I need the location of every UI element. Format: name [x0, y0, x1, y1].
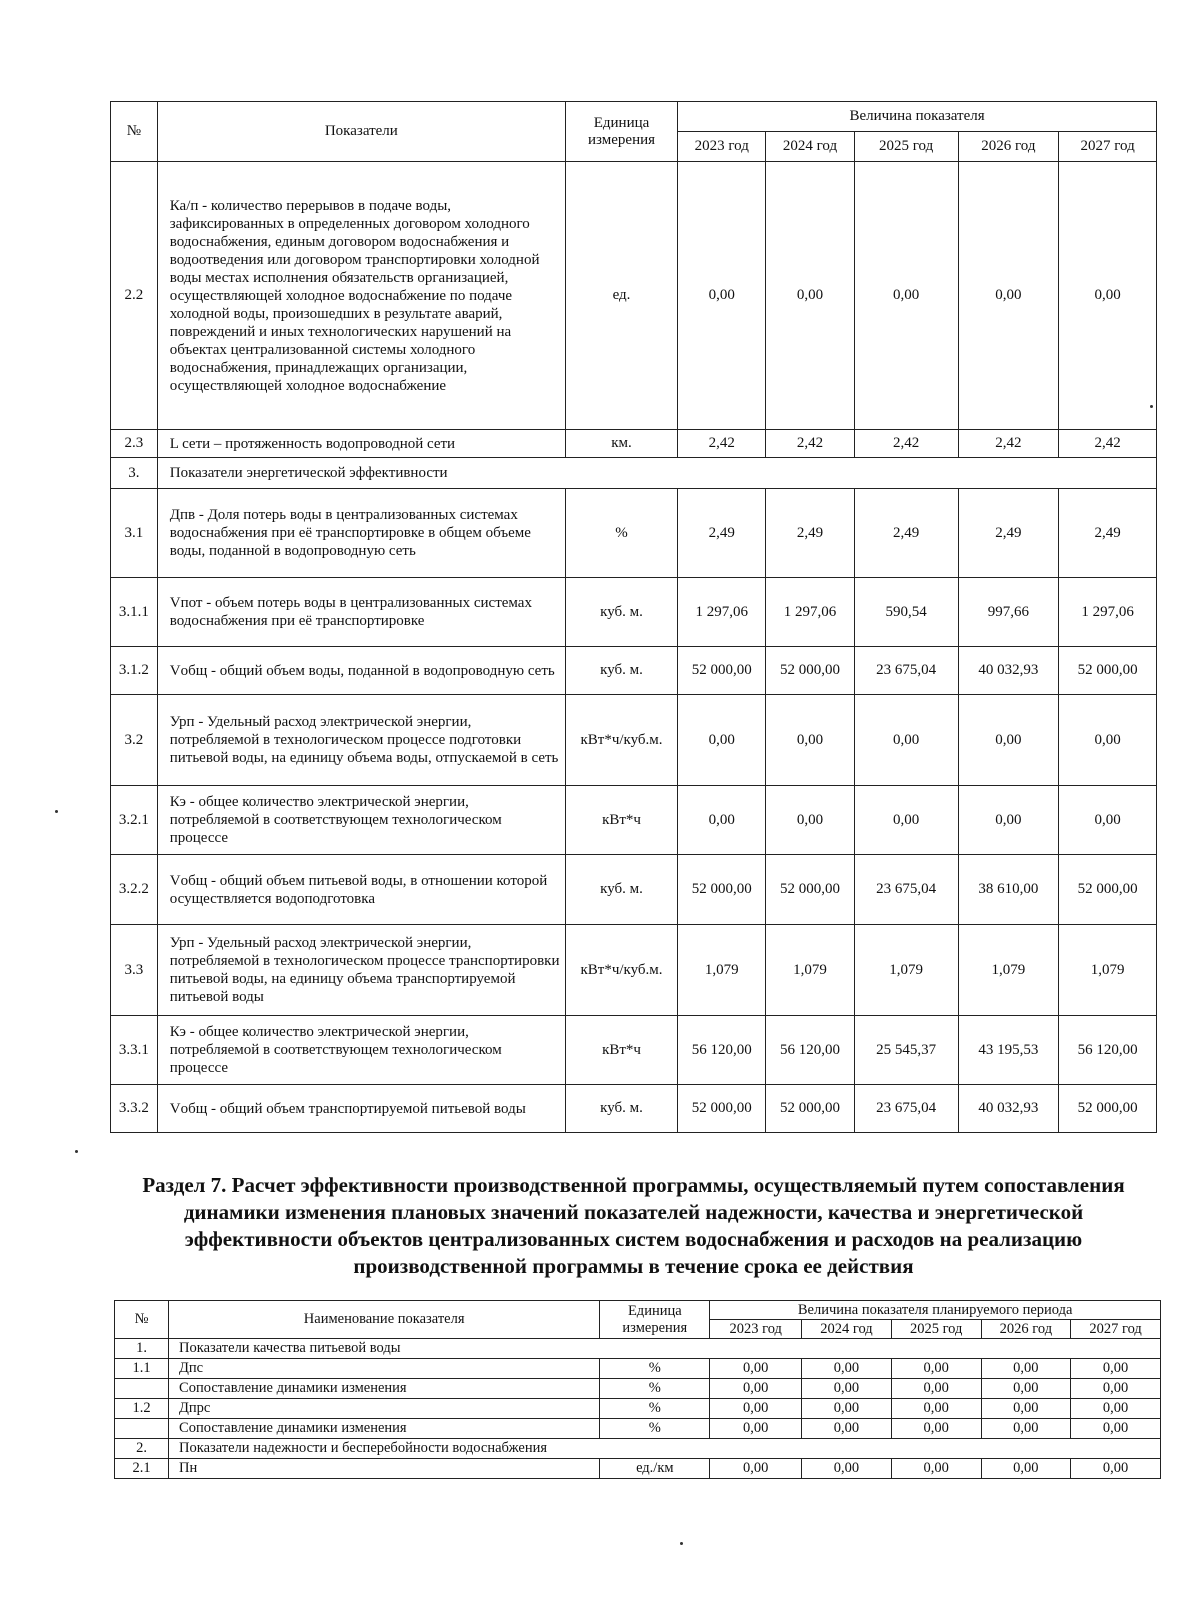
row-unit: ед./км [600, 1459, 710, 1479]
row-value: 0,00 [710, 1359, 802, 1379]
col-header-no: № [111, 102, 158, 162]
section-title-cell: Показатели качества питьевой воды [169, 1339, 1161, 1359]
row-value: 40 032,93 [958, 1085, 1059, 1133]
row-value: 52 000,00 [766, 647, 854, 695]
row-value: 2,49 [958, 489, 1059, 578]
row-value: 52 000,00 [678, 1085, 766, 1133]
row-indicator: Vпот - объем потерь воды в централизованных системах водоснабжения при её транспортировке [157, 578, 565, 647]
col-header-year: 2024 год [802, 1320, 892, 1339]
col-header-indicators: Показатели [157, 102, 565, 162]
row-value: 0,00 [958, 162, 1059, 430]
col-header-name: Наименование показателя [169, 1301, 600, 1339]
row-value: 2,42 [678, 430, 766, 458]
row-indicator: Дпрс [169, 1399, 600, 1419]
row-indicator: Vобщ - общий объем воды, поданной в водопроводную сеть [157, 647, 565, 695]
row-value: 997,66 [958, 578, 1059, 647]
row-value: 0,00 [1071, 1359, 1161, 1379]
row-unit: ед. [565, 162, 677, 430]
row-value: 43 195,53 [958, 1016, 1059, 1085]
row-value: 1,079 [854, 925, 958, 1016]
col-header-year: 2023 год [710, 1320, 802, 1339]
row-indicator: Дпс [169, 1359, 600, 1379]
table-row [111, 695, 1157, 786]
row-value: 0,00 [710, 1379, 802, 1399]
row-value: 0,00 [766, 786, 854, 855]
row-indicator: Кэ - общее количество электрической энергии, потребляемой в соответствующем технологическом процессе [157, 1016, 565, 1085]
row-value: 0,00 [891, 1379, 981, 1399]
row-value: 1,079 [1059, 925, 1157, 1016]
row-value: 0,00 [981, 1379, 1071, 1399]
row-value: 56 120,00 [1059, 1016, 1157, 1085]
row-value: 1 297,06 [766, 578, 854, 647]
row-value: 23 675,04 [854, 855, 958, 925]
row-unit: км. [565, 430, 677, 458]
row-value: 52 000,00 [766, 1085, 854, 1133]
row-value: 1,079 [678, 925, 766, 1016]
row-value: 56 120,00 [678, 1016, 766, 1085]
row-number: 3.1.1 [111, 578, 158, 647]
row-value: 2,49 [1059, 489, 1157, 578]
row-unit: % [600, 1359, 710, 1379]
row-unit: % [600, 1379, 710, 1399]
row-value: 25 545,37 [854, 1016, 958, 1085]
table-row [111, 1016, 1157, 1085]
section-row [115, 1439, 1161, 1459]
row-value: 0,00 [1059, 695, 1157, 786]
row-value: 0,00 [1071, 1399, 1161, 1419]
row-value: 0,00 [981, 1359, 1071, 1379]
row-indicator: Vобщ - общий объем транспортируемой питьевой воды [157, 1085, 565, 1133]
row-value: 0,00 [766, 695, 854, 786]
row-value: 2,42 [1059, 430, 1157, 458]
row-value: 0,00 [854, 695, 958, 786]
row-value: 0,00 [802, 1359, 892, 1379]
table-row [115, 1359, 1161, 1379]
row-indicator: L сети – протяженность водопроводной сети [157, 430, 565, 458]
col-header-year: 2023 год [678, 132, 766, 162]
row-number: 2.2 [111, 162, 158, 430]
row-value: 52 000,00 [1059, 1085, 1157, 1133]
table-row [115, 1379, 1161, 1399]
row-value: 0,00 [891, 1459, 981, 1479]
row-number: 3. [111, 458, 158, 489]
row-unit: куб. м. [565, 647, 677, 695]
row-number: 3.1.2 [111, 647, 158, 695]
row-indicator: Пн [169, 1459, 600, 1479]
col-header-value: Величина показателя планируемого периода [710, 1301, 1161, 1320]
row-number: 3.3.1 [111, 1016, 158, 1085]
row-value: 0,00 [678, 695, 766, 786]
table-row [111, 1085, 1157, 1133]
row-indicator: Ка/п - количество перерывов в подаче воды, зафиксированных в определенных договором холодного водоснабжения, единым договором водоснабжения и водоотведения или договором транспортировки холодной воды местах исполнения обязательств организацией, осуществляющей холодное водоснабжение по подаче холодной воды, произошедших в результате аварий, повреждений и иных технологических нарушений на объектах централизованной системы холодного водоснабжения, принадлежащих организации, осуществляющей холодное водоснабжение [157, 162, 565, 430]
row-unit: % [565, 489, 677, 578]
row-value: 0,00 [802, 1419, 892, 1439]
row-unit: % [600, 1419, 710, 1439]
row-value: 23 675,04 [854, 1085, 958, 1133]
row-unit: кВт*ч [565, 786, 677, 855]
row-value: 52 000,00 [678, 647, 766, 695]
row-number [115, 1379, 169, 1399]
row-value: 40 032,93 [958, 647, 1059, 695]
row-value: 52 000,00 [678, 855, 766, 925]
row-number: 1.2 [115, 1399, 169, 1419]
row-value: 0,00 [710, 1399, 802, 1419]
row-unit: куб. м. [565, 1085, 677, 1133]
row-value: 1 297,06 [1059, 578, 1157, 647]
section-title-cell: Показатели надежности и бесперебойности водоснабжения [169, 1439, 1161, 1459]
row-value: 1 297,06 [678, 578, 766, 647]
row-value: 56 120,00 [766, 1016, 854, 1085]
row-value: 52 000,00 [1059, 647, 1157, 695]
row-value: 2,42 [958, 430, 1059, 458]
scan-speck [55, 810, 58, 813]
row-number: 3.2.2 [111, 855, 158, 925]
row-indicator: Кэ - общее количество электрической энергии, потребляемой в соответствующем технологическом процессе [157, 786, 565, 855]
section-row [115, 1339, 1161, 1359]
row-value: 590,54 [854, 578, 958, 647]
row-number: 1.1 [115, 1359, 169, 1379]
efficiency-table [114, 1300, 1161, 1479]
col-header-year: 2025 год [854, 132, 958, 162]
row-value: 0,00 [802, 1379, 892, 1399]
row-value: 52 000,00 [766, 855, 854, 925]
row-number: 3.1 [111, 489, 158, 578]
row-value: 1,079 [766, 925, 854, 1016]
row-indicator: Дпв - Доля потерь воды в централизованных системах водоснабжения при её транспортировке в общем объеме воды, поданной в водопроводную сеть [157, 489, 565, 578]
row-value: 0,00 [891, 1399, 981, 1419]
row-value: 0,00 [981, 1399, 1071, 1419]
row-unit: кВт*ч [565, 1016, 677, 1085]
row-number [115, 1419, 169, 1439]
scan-speck [75, 1150, 78, 1153]
table-row [111, 489, 1157, 578]
table-row [111, 430, 1157, 458]
row-value: 0,00 [854, 786, 958, 855]
row-value: 0,00 [1071, 1459, 1161, 1479]
row-number: 2.1 [115, 1459, 169, 1479]
table-row [115, 1459, 1161, 1479]
section-7-heading: Раздел 7. Расчет эффективности производственной программы, осуществляемый путем сопоставления динамики изменения плановых значений показателей надежности, качества и энергетической эффективности объектов централизованных систем водоснабжения и расходов на реализацию производственной программы в течение срока ее действия [142, 1173, 1125, 1278]
row-number: 3.2.1 [111, 786, 158, 855]
row-value: 52 000,00 [1059, 855, 1157, 925]
row-value: 0,00 [802, 1399, 892, 1419]
row-value: 0,00 [891, 1419, 981, 1439]
col-header-year: 2027 год [1059, 132, 1157, 162]
row-value: 0,00 [1059, 162, 1157, 430]
row-number: 3.3 [111, 925, 158, 1016]
row-value: 0,00 [981, 1419, 1071, 1439]
table-row [111, 162, 1157, 430]
col-header-year: 2026 год [958, 132, 1059, 162]
row-indicator: Сопоставление динамики изменения [169, 1419, 600, 1439]
row-unit: куб. м. [565, 578, 677, 647]
col-header-year: 2024 год [766, 132, 854, 162]
row-value: 38 610,00 [958, 855, 1059, 925]
row-value: 0,00 [1071, 1379, 1161, 1399]
table-row [111, 786, 1157, 855]
row-number: 2.3 [111, 430, 158, 458]
table-row [111, 647, 1157, 695]
row-value: 0,00 [710, 1459, 802, 1479]
row-value: 0,00 [1071, 1419, 1161, 1439]
row-value: 2,49 [766, 489, 854, 578]
col-header-value: Величина показателя [678, 102, 1157, 132]
row-value: 2,42 [854, 430, 958, 458]
row-indicator: Сопоставление динамики изменения [169, 1379, 600, 1399]
section-row [111, 458, 1157, 489]
col-header-year: 2026 год [981, 1320, 1071, 1339]
row-value: 0,00 [958, 786, 1059, 855]
row-value: 0,00 [1059, 786, 1157, 855]
table-row [111, 578, 1157, 647]
row-value: 0,00 [802, 1459, 892, 1479]
row-number: 1. [115, 1339, 169, 1359]
indicators-table [110, 101, 1157, 1133]
section-title-cell: Показатели энергетической эффективности [157, 458, 1156, 489]
row-value: 0,00 [981, 1459, 1071, 1479]
row-value: 23 675,04 [854, 647, 958, 695]
col-header-unit: Единица измерения [600, 1301, 710, 1339]
scan-speck [1150, 405, 1153, 408]
scan-speck [680, 1542, 683, 1545]
col-header-unit: Единица измерения [565, 102, 677, 162]
row-value: 0,00 [766, 162, 854, 430]
row-indicator: Урп - Удельный расход электрической энергии, потребляемой в технологическом процессе транспортировки питьевой воды, на единицу объема транспортируемой питьевой воды [157, 925, 565, 1016]
col-header-year: 2025 год [891, 1320, 981, 1339]
row-indicator: Vобщ - общий объем питьевой воды, в отношении которой осуществляется водоподготовка [157, 855, 565, 925]
row-value: 2,42 [766, 430, 854, 458]
row-number: 3.3.2 [111, 1085, 158, 1133]
row-value: 0,00 [710, 1419, 802, 1439]
table-row [115, 1399, 1161, 1419]
row-value: 0,00 [958, 695, 1059, 786]
row-indicator: Урп - Удельный расход электрической энергии, потребляемой в технологическом процессе подготовки питьевой воды, на единицу объема воды, отпускаемой в сеть [157, 695, 565, 786]
row-value: 1,079 [958, 925, 1059, 1016]
row-value: 0,00 [678, 162, 766, 430]
table-row [111, 925, 1157, 1016]
row-value: 0,00 [678, 786, 766, 855]
row-unit: кВт*ч/куб.м. [565, 925, 677, 1016]
row-number: 2. [115, 1439, 169, 1459]
table-row [111, 855, 1157, 925]
row-unit: куб. м. [565, 855, 677, 925]
row-value: 2,49 [854, 489, 958, 578]
row-unit: кВт*ч/куб.м. [565, 695, 677, 786]
row-value: 2,49 [678, 489, 766, 578]
col-header-no: № [115, 1301, 169, 1339]
row-value: 0,00 [891, 1359, 981, 1379]
col-header-year: 2027 год [1071, 1320, 1161, 1339]
table-row [115, 1419, 1161, 1439]
row-unit: % [600, 1399, 710, 1419]
row-value: 0,00 [854, 162, 958, 430]
row-number: 3.2 [111, 695, 158, 786]
